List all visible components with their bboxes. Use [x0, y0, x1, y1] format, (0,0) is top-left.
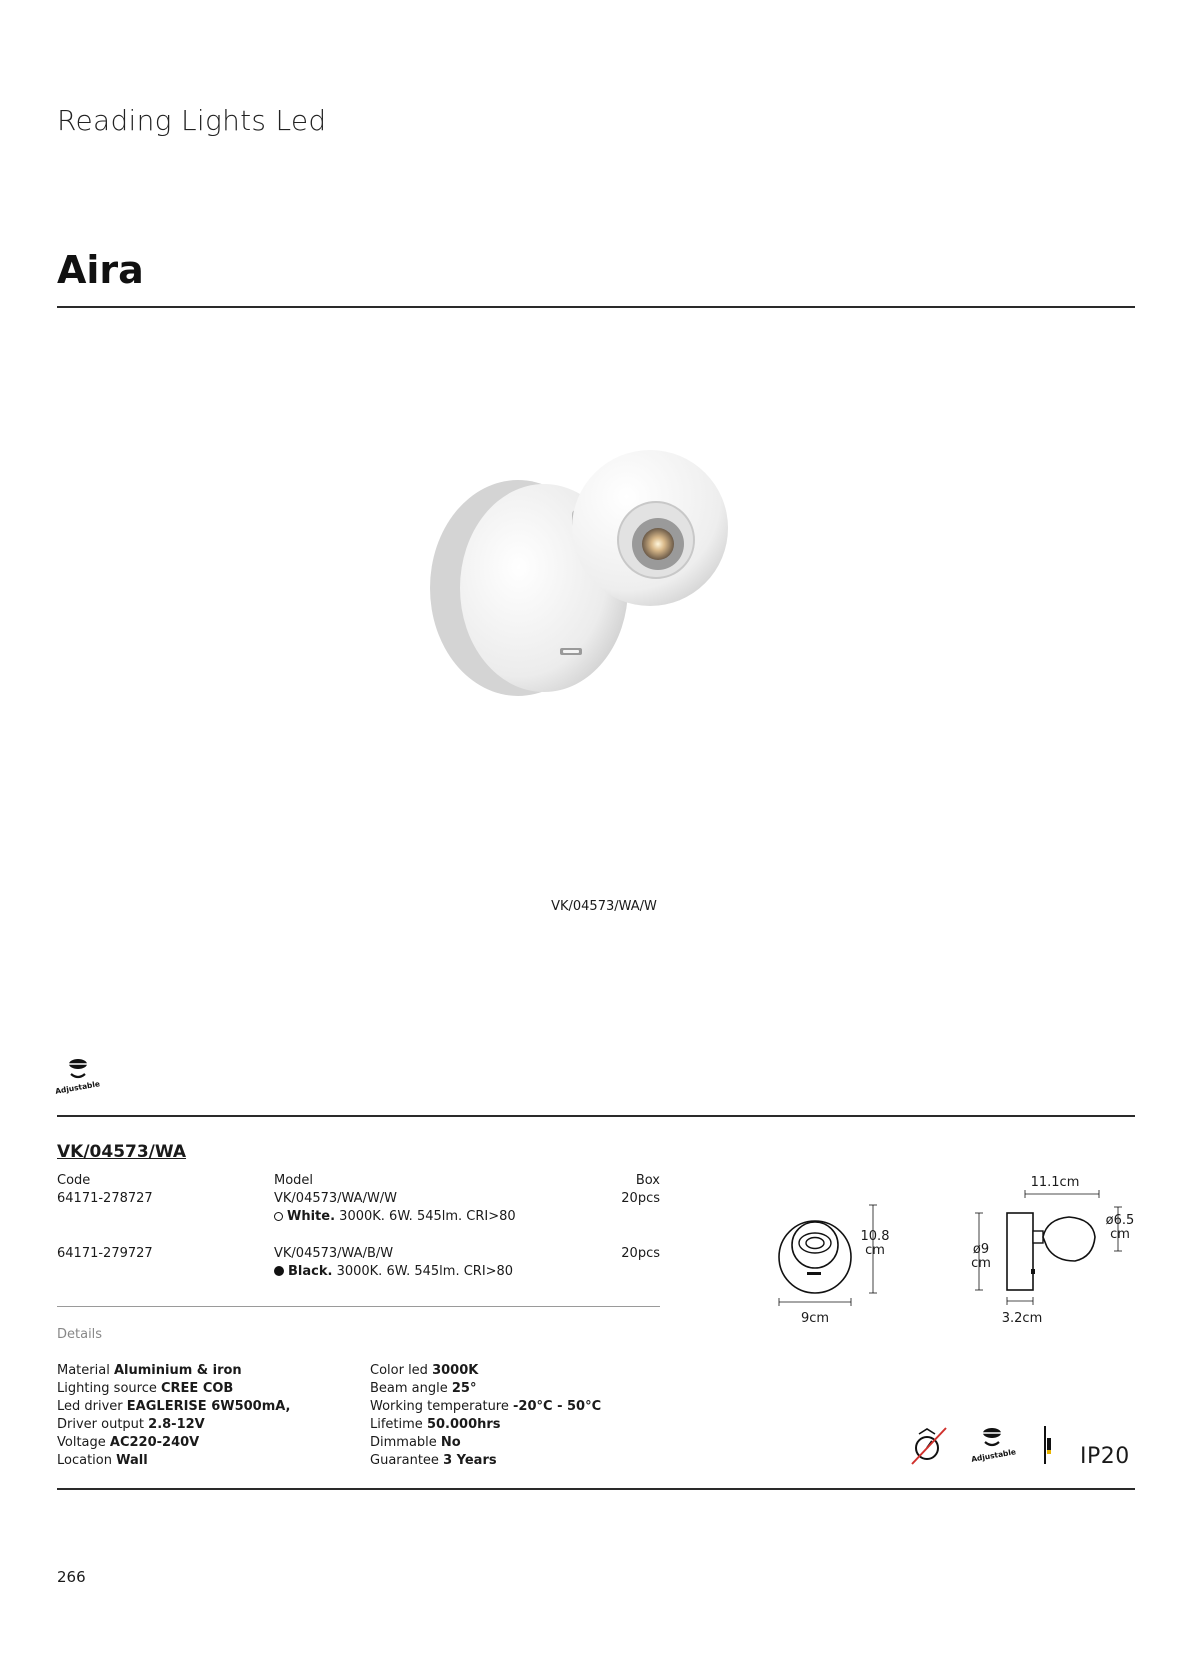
spec-led-driver: Led driver EAGLERISE 6W500mA, — [57, 1399, 291, 1414]
black-swatch-icon — [274, 1266, 284, 1276]
spec-lifetime: Lifetime 50.000hrs — [370, 1417, 501, 1432]
details-label: Details — [57, 1327, 103, 1342]
white-swatch-icon — [274, 1212, 283, 1221]
row-1-model: VK/04573/WA/W/W — [274, 1191, 398, 1206]
row-2-code: 64171-279727 — [57, 1246, 153, 1261]
wall-mount-icon — [1042, 1424, 1058, 1466]
adjustable-icon-label: Adjustable — [54, 1079, 101, 1096]
row-1-desc: 3000K. 6W. 545lm. CRI>80 — [339, 1209, 516, 1224]
side-top-label: 11.1cm — [1030, 1175, 1080, 1190]
row-2-box: 20pcs — [621, 1246, 660, 1261]
details-left — [57, 1362, 291, 1470]
column-model: Model — [274, 1173, 314, 1188]
family-code: VK/04573/WA — [57, 1142, 187, 1162]
product-image — [430, 440, 750, 710]
spec-dimmable: Dimmable No — [370, 1435, 461, 1450]
front-height-unit: cm — [865, 1243, 885, 1258]
front-height-label — [855, 1230, 895, 1258]
side-left-unit: cm — [971, 1256, 991, 1271]
spec-working-temperature: Working temperature -20°C - 50°C — [370, 1399, 602, 1414]
table-divider — [57, 1306, 660, 1307]
row-1-box: 20pcs — [621, 1191, 660, 1206]
spec-voltage: Voltage AC220-240V — [57, 1435, 200, 1450]
front-width-label: 9cm — [800, 1311, 830, 1326]
side-left-value: ø9 — [972, 1242, 990, 1257]
column-code: Code — [57, 1173, 91, 1188]
front-height-value: 10.8 — [860, 1229, 890, 1244]
side-left-label — [963, 1243, 999, 1271]
front-dimension-drawing — [765, 1195, 895, 1325]
adjustable-badge-icon — [968, 1424, 1020, 1466]
row-2-model: VK/04573/WA/B/W — [274, 1246, 394, 1261]
row-1-finish — [274, 1208, 516, 1226]
ip-rating: IP20 — [1080, 1444, 1130, 1469]
row-1-code: 64171-278727 — [57, 1191, 153, 1206]
footer-divider — [57, 1488, 1135, 1490]
adjustable-icon — [54, 1056, 104, 1096]
spec-material: Material Aluminium & iron — [57, 1363, 242, 1378]
family-divider-top — [57, 1115, 1135, 1117]
spec-location: Location Wall — [57, 1453, 148, 1468]
side-right-label — [1098, 1214, 1142, 1242]
product-name: Aira — [57, 248, 144, 292]
column-box: Box — [635, 1173, 660, 1188]
spec-guarantee: Guarantee 3 Years — [370, 1453, 497, 1468]
side-bottom-label: 3.2cm — [1001, 1311, 1043, 1326]
page-number: 266 — [57, 1568, 86, 1586]
row-1-finish-name: White. — [287, 1209, 336, 1224]
side-right-unit: cm — [1110, 1227, 1130, 1242]
spec-color-led: Color led 3000K — [370, 1363, 479, 1378]
spec-lighting-source: Lighting source CREE COB — [57, 1381, 234, 1396]
adjustable-badge-label: Adjustable — [970, 1447, 1017, 1464]
not-dimmable-icon — [908, 1424, 950, 1466]
spec-beam-angle: Beam angle 25° — [370, 1381, 477, 1396]
details-right — [370, 1362, 601, 1470]
row-2-finish — [274, 1263, 513, 1281]
side-right-value: ø6.5 — [1105, 1213, 1135, 1228]
spec-driver-output: Driver output 2.8-12V — [57, 1417, 205, 1432]
row-2-finish-name: Black. — [288, 1264, 333, 1279]
header-divider — [57, 306, 1135, 308]
hero-caption: VK/04573/WA/W — [551, 899, 657, 914]
row-2-desc: 3000K. 6W. 545lm. CRI>80 — [336, 1264, 514, 1279]
section-title: Reading Lights Led — [57, 104, 327, 137]
